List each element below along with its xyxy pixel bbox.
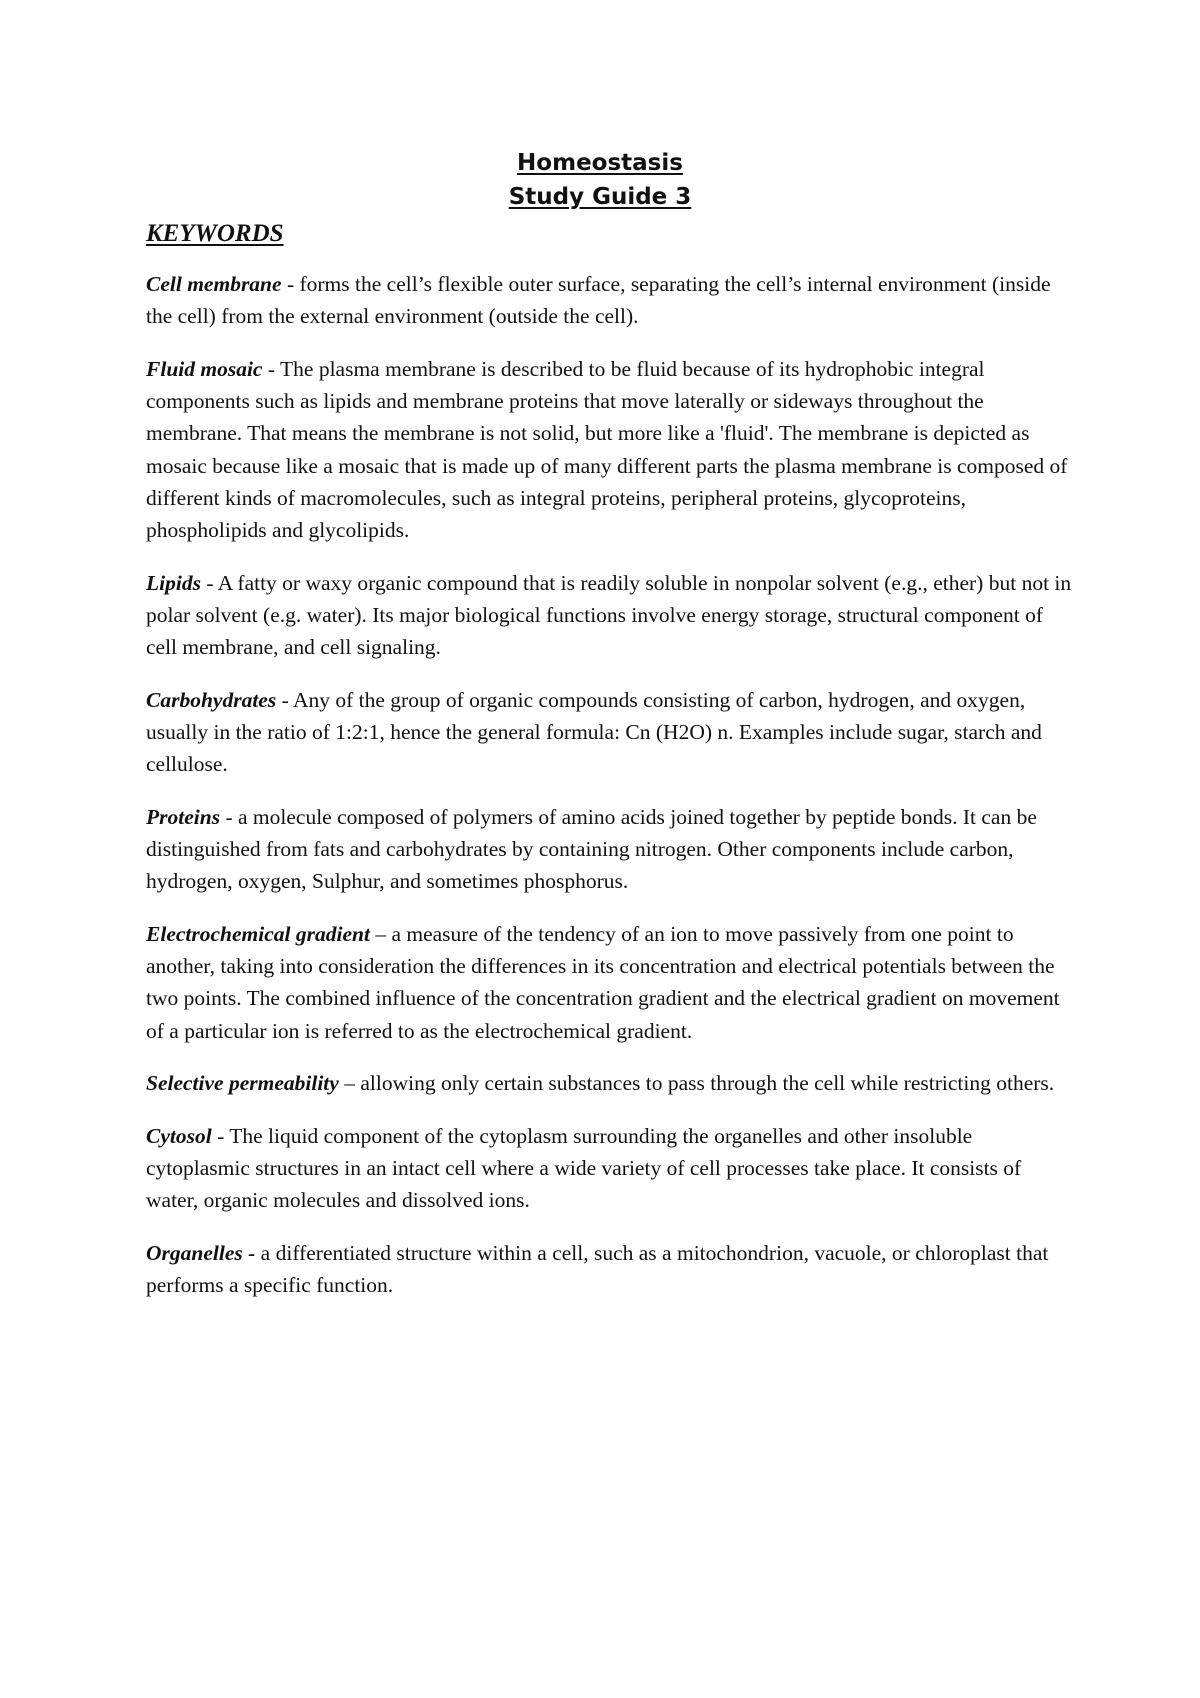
keyword-term: Cytosol [146,1123,212,1148]
keyword-separator: - [211,1123,230,1148]
document-subtitle: Study Guide 3 [508,184,692,210]
keyword-definition: The liquid component of the cytoplasm surrounding the organelles and other insoluble cytoplasmic structures in an intact cell where a wide variety of cell processes take place. It consists of water, organic molecules and dissolved ions. [146,1123,1022,1213]
keyword-term: Lipids [146,570,201,595]
keyword-entry [146,1237,1076,1301]
keyword-separator: - [262,356,281,381]
keyword-definition: Any of the group of organic compounds consisting of carbon, hydrogen, and oxygen, usually in the ratio of 1:2:1, hence the general formula: Cn (H2O) n. Examples include sugar, starch and cellulose. [146,687,1042,777]
keyword-term: Electrochemical gradient [146,921,370,946]
keyword-entry [146,801,1076,898]
keyword-entry [146,1067,1076,1099]
title-block [0,146,1200,214]
keyword-separator: - [276,687,293,712]
keyword-definition: forms the cell’s flexible outer surface, separating the cell’s internal environment (inside the cell) from the external environment (outside the cell). [146,272,1051,329]
keywords-heading: KEYWORDS [146,220,284,247]
keyword-definition: a molecule composed of polymers of amino acids joined together by peptide bonds. It can be distinguished from fats and carbohydrates by containing nitrogen. Other components include carbon, hydrogen, oxygen, Sulphur, and sometimes phosphorus. [146,804,1037,894]
document-body [146,218,1076,1322]
document-title: Homeostasis [517,150,683,176]
keyword-entry [146,1120,1076,1217]
keyword-definition: A fatty or waxy organic compound that is readily soluble in nonpolar solvent (e.g., ether) but not in polar solvent (e.g. water). Its major biological functions involve energy storage, structural component of cell membrane, and cell signaling. [146,570,1072,660]
keyword-term: Carbohydrates [146,687,277,712]
keyword-term: Selective permeability [146,1071,339,1096]
keyword-term: Proteins [146,804,221,829]
keyword-entry [146,684,1076,781]
keyword-separator: – [369,921,392,946]
keyword-separator: - [220,804,238,829]
keyword-entry [146,918,1076,1047]
keyword-term: Fluid mosaic [146,356,263,381]
keyword-definition: a measure of the tendency of an ion to move passively from one point to another, taking into consideration the differences in its concentration and electrical potentials between the two points. The combined influence of the concentration gradient and the electrical gradient on movement of a particular ion is referred to as the electrochemical gradient. [146,921,1060,1043]
keyword-definition: allowing only certain substances to pass through the cell while restricting others. [360,1071,1055,1096]
keyword-definition: The plasma membrane is described to be fluid because of its hydrophobic integral components such as lipids and membrane proteins that move laterally or sideways throughout the membrane. That means the membrane is not solid, but more like a 'fluid'. The membrane is depicted as mosaic because like a mosaic that is made up of many different parts the plasma membrane is composed of different kinds of macromolecules, such as integral proteins, peripheral proteins, glycoproteins, phospholipids and glycolipids. [146,356,1068,542]
keyword-entry [146,567,1076,664]
keyword-term: Cell membrane [146,272,282,296]
keyword-separator: - [281,272,300,296]
keyword-separator: - [200,570,218,595]
keyword-entry [146,268,1076,332]
keyword-definition: a differentiated structure within a cell, such as a mitochondrion, vacuole, or chloroplast that performs a specific function. [146,1241,1049,1298]
keyword-entry [146,353,1076,546]
keyword-separator: – [338,1071,361,1096]
keyword-term: Organelles - [146,1241,256,1266]
